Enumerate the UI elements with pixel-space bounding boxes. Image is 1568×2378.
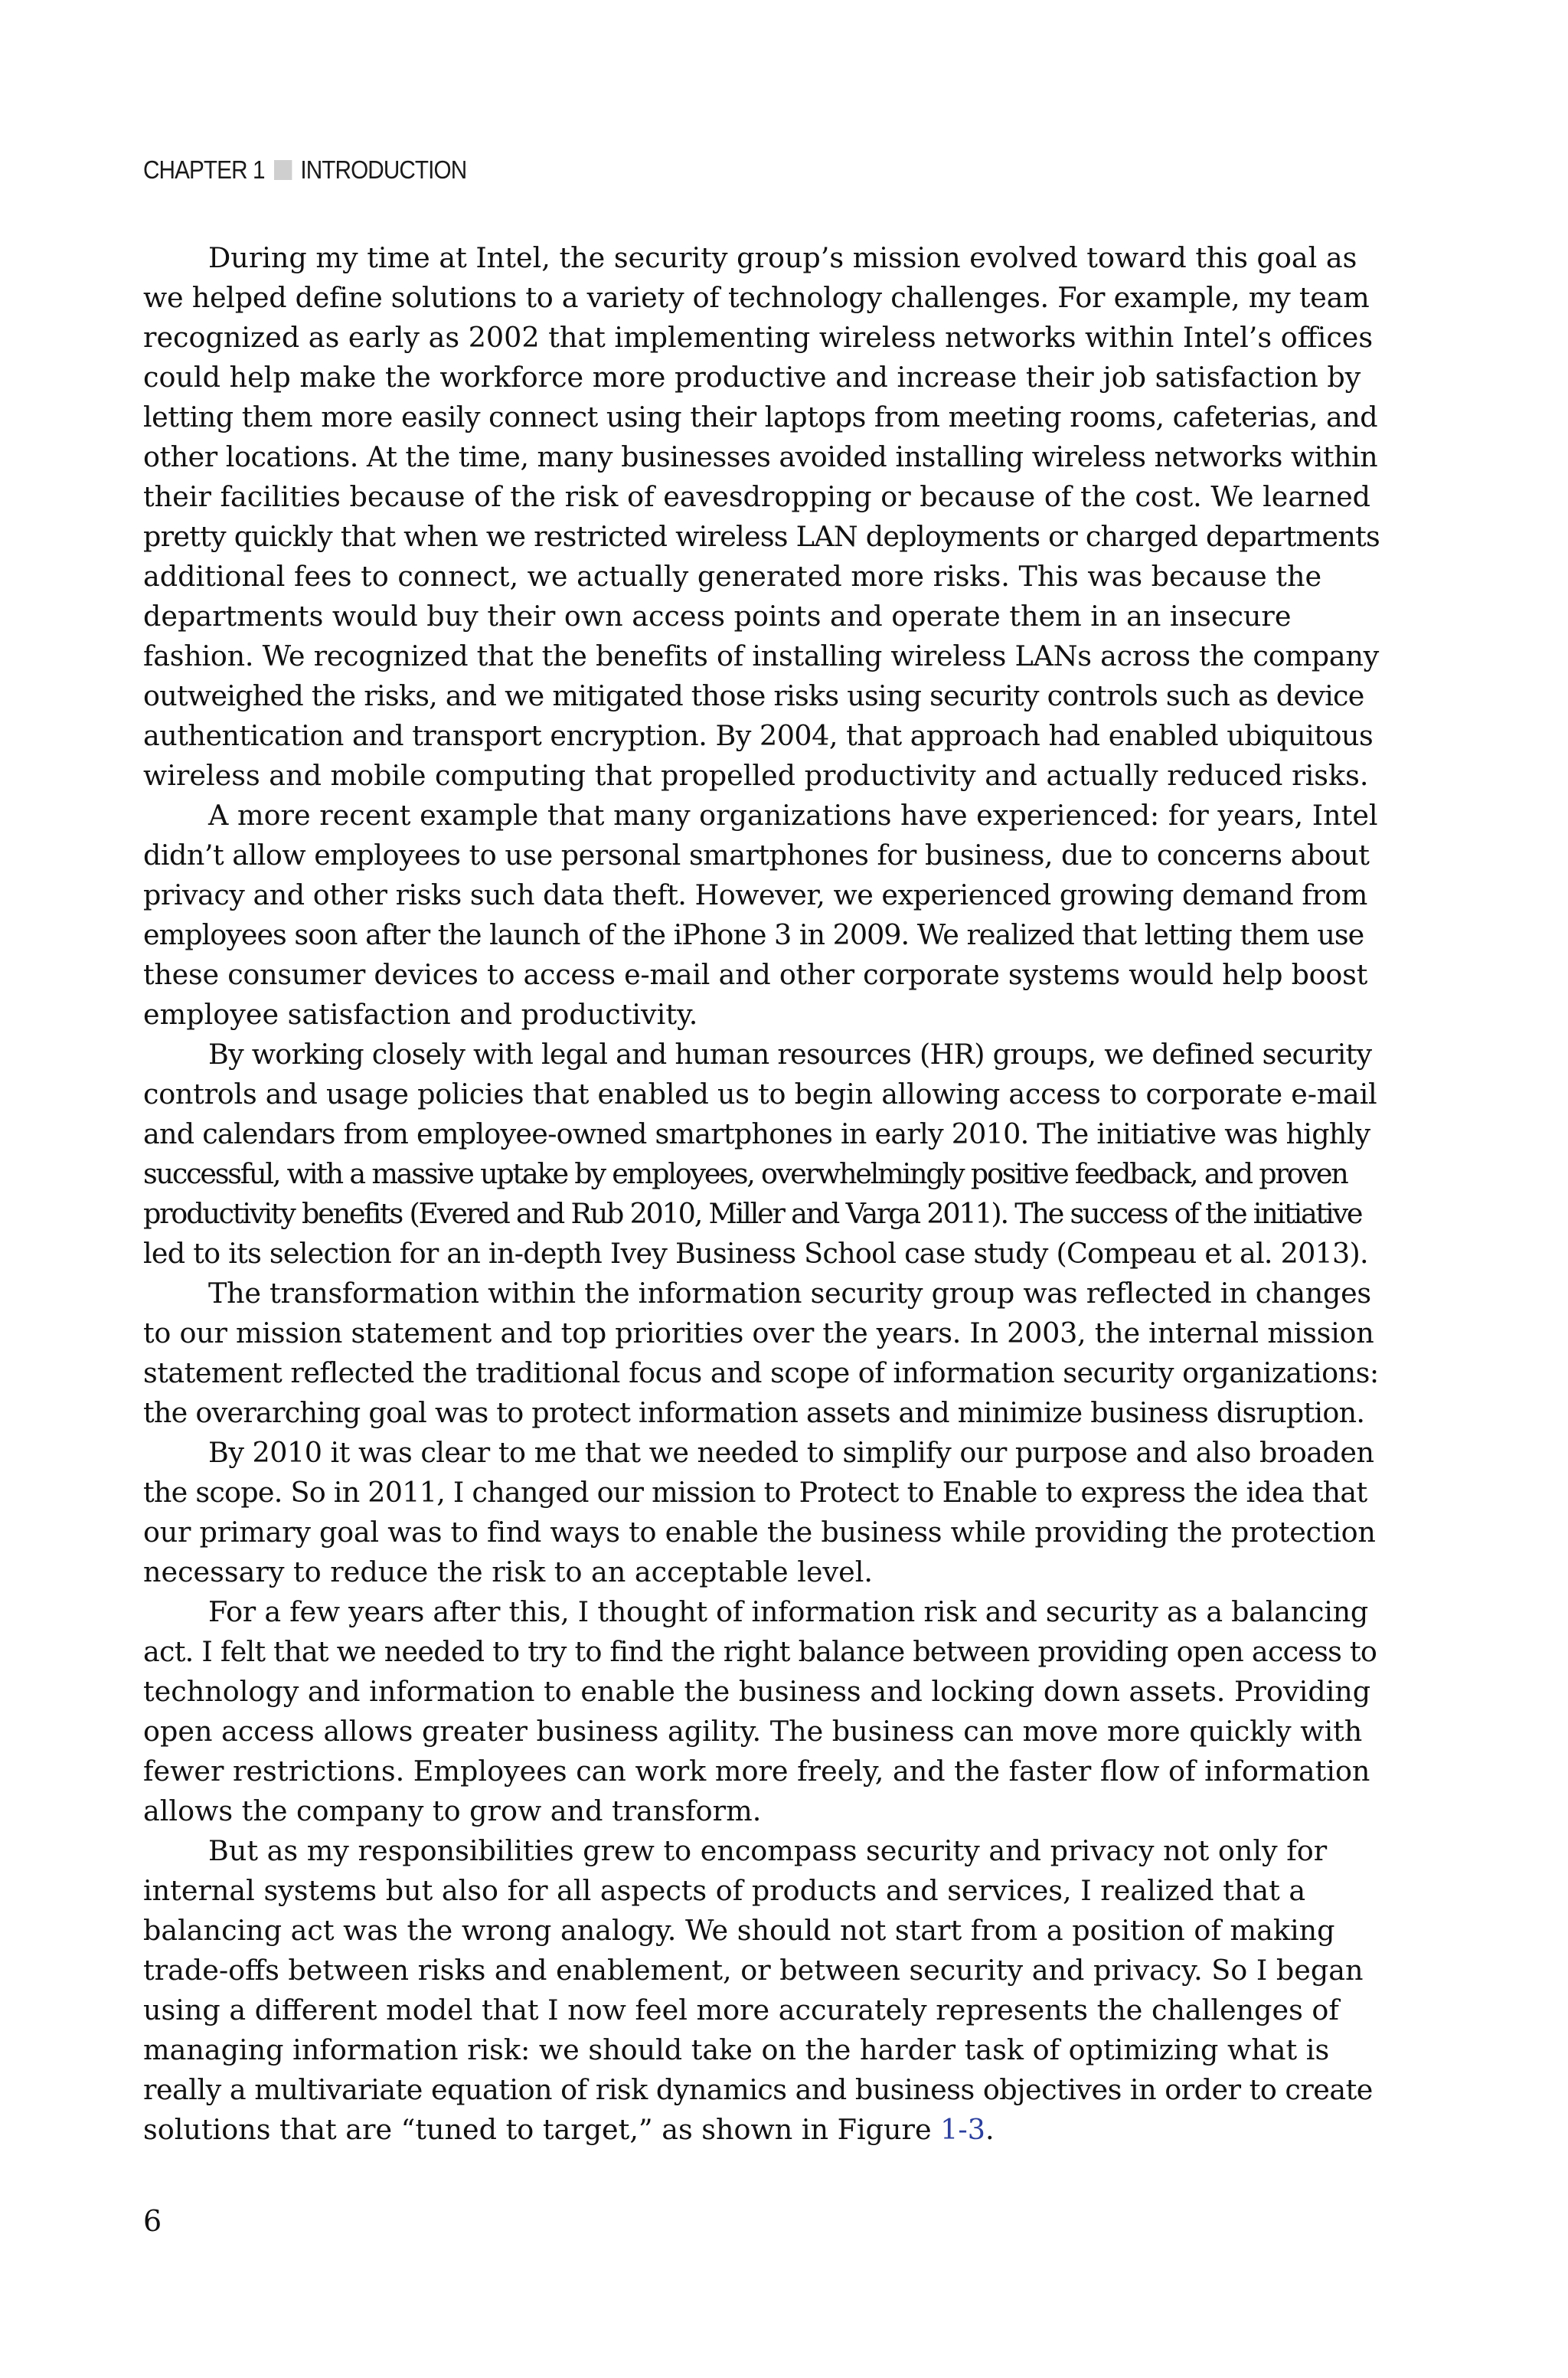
- chapter-label: CHAPTER 1: [143, 155, 265, 184]
- text-line: productivity benefits (Evered and Rub 2010, Miller and Varga 2011). The success of the initiative: [143, 1197, 1362, 1230]
- text-line: necessary to reduce the risk to an acceptable level.: [143, 1555, 873, 1588]
- text-line: other locations. At the time, many businesses avoided installing wireless networks within: [143, 440, 1378, 473]
- text-line: employee satisfaction and productivity.: [143, 998, 698, 1031]
- text-line-final-start: solutions that are “tuned to target,” as shown in Figure: [143, 2113, 941, 2146]
- text-line: balancing act was the wrong analogy. We should not start from a position of making: [143, 1914, 1335, 1947]
- text-line: But as my responsibilities grew to encompass security and privacy not only for: [208, 1834, 1328, 1867]
- text-line: act. I felt that we needed to try to find the right balance between providing open access to: [143, 1635, 1377, 1668]
- running-head-separator: [274, 160, 292, 180]
- text-line: departments would buy their own access points and operate them in an insecure: [143, 600, 1292, 633]
- text-line: allows the company to grow and transform.: [143, 1794, 762, 1827]
- text-line: successful, with a massive uptake by employees, overwhelmingly positive feedback, and proven: [143, 1157, 1348, 1190]
- text-line: using a different model that I now feel more accurately represents the challenges of: [143, 1994, 1339, 2026]
- text-line: pretty quickly that when we restricted wireless LAN deployments or charged departments: [143, 520, 1380, 553]
- text-line: statement reflected the traditional focus and scope of information security organizations:: [143, 1356, 1379, 1389]
- text-line: wireless and mobile computing that propelled productivity and actually reduced risks.: [143, 759, 1369, 792]
- text-line: By working closely with legal and human resources (HR) groups, we defined security: [208, 1038, 1372, 1071]
- text-line: open access allows greater business agility. The business can move more quickly with: [143, 1715, 1363, 1748]
- text-line: internal systems but also for all aspects of products and services, I realized that a: [143, 1874, 1306, 1907]
- text-line: managing information risk: we should take on the harder task of optimizing what is: [143, 2033, 1330, 2066]
- text-line: these consumer devices to access e-mail and other corporate systems would help boost: [143, 958, 1368, 991]
- text-line: controls and usage policies that enabled us to begin allowing access to corporate e-mail: [143, 1078, 1377, 1110]
- text-line: letting them more easily connect using their laptops from meeting rooms, cafeterias, and: [143, 401, 1378, 433]
- text-line: the overarching goal was to protect information assets and minimize business disruption.: [143, 1396, 1365, 1429]
- text-line: could help make the workforce more productive and increase their job satisfaction by: [143, 361, 1361, 394]
- text-line: authentication and transport encryption. By 2004, that approach had enabled ubiquitous: [143, 719, 1374, 752]
- text-line: During my time at Intel, the security group’s mission evolved toward this goal as: [208, 241, 1357, 274]
- text-line: By 2010 it was clear to me that we needed to simplify our purpose and also broaden: [208, 1436, 1374, 1469]
- text-line: led to its selection for an in-depth Ivey Business School case study (Compeau et al. 2013).: [143, 1237, 1368, 1270]
- text-line: The transformation within the information security group was reflected in changes: [208, 1277, 1371, 1310]
- text-line: privacy and other risks such data theft. However, we experienced growing demand from: [143, 878, 1367, 911]
- text-line: A more recent example that many organizations have experienced: for years, Intel: [208, 799, 1378, 832]
- text-line: employees soon after the launch of the iPhone 3 in 2009. We realized that letting them use: [143, 918, 1364, 951]
- text-line: recognized as early as 2002 that implementing wireless networks within Intel’s offices: [143, 321, 1374, 354]
- running-head: [143, 155, 466, 185]
- figure-reference-link[interactable]: 1-3: [940, 2113, 985, 2146]
- text-line: outweighed the risks, and we mitigated those risks using security controls such as device: [143, 679, 1364, 712]
- text-line: For a few years after this, I thought of information risk and security as a balancing: [208, 1595, 1368, 1628]
- text-line: the scope. So in 2011, I changed our mission to Protect to Enable to express the idea that: [143, 1476, 1367, 1509]
- text-line: additional fees to connect, we actually generated more risks. This was because the: [143, 560, 1322, 593]
- text-line: didn’t allow employees to use personal smartphones for business, due to concerns about: [143, 839, 1370, 872]
- page-number: 6: [143, 2204, 162, 2238]
- text-line-final: [143, 2110, 1380, 2150]
- text-line: technology and information to enable the business and locking down assets. Providing: [143, 1675, 1371, 1708]
- body-text: [143, 238, 1380, 2150]
- text-line: our primary goal was to find ways to enable the business while providing the protection: [143, 1516, 1376, 1549]
- text-line: we helped define solutions to a variety of technology challenges. For example, my team: [143, 281, 1370, 314]
- text-line: fewer restrictions. Employees can work more freely, and the faster flow of information: [143, 1755, 1370, 1788]
- chapter-title: INTRODUCTION: [300, 155, 467, 184]
- text-line: to our mission statement and top priorities over the years. In 2003, the internal mission: [143, 1317, 1374, 1349]
- text-line: their facilities because of the risk of eavesdropping or because of the cost. We learned: [143, 480, 1371, 513]
- text-line: and calendars from employee-owned smartphones in early 2010. The initiative was highly: [143, 1117, 1370, 1150]
- final-period: .: [985, 2113, 995, 2146]
- text-line: trade-offs between risks and enablement, or between security and privacy. So I began: [143, 1954, 1364, 1987]
- text-line: really a multivariate equation of risk dynamics and business objectives in order to create: [143, 2073, 1373, 2106]
- text-line: fashion. We recognized that the benefits of installing wireless LANs across the company: [143, 639, 1379, 672]
